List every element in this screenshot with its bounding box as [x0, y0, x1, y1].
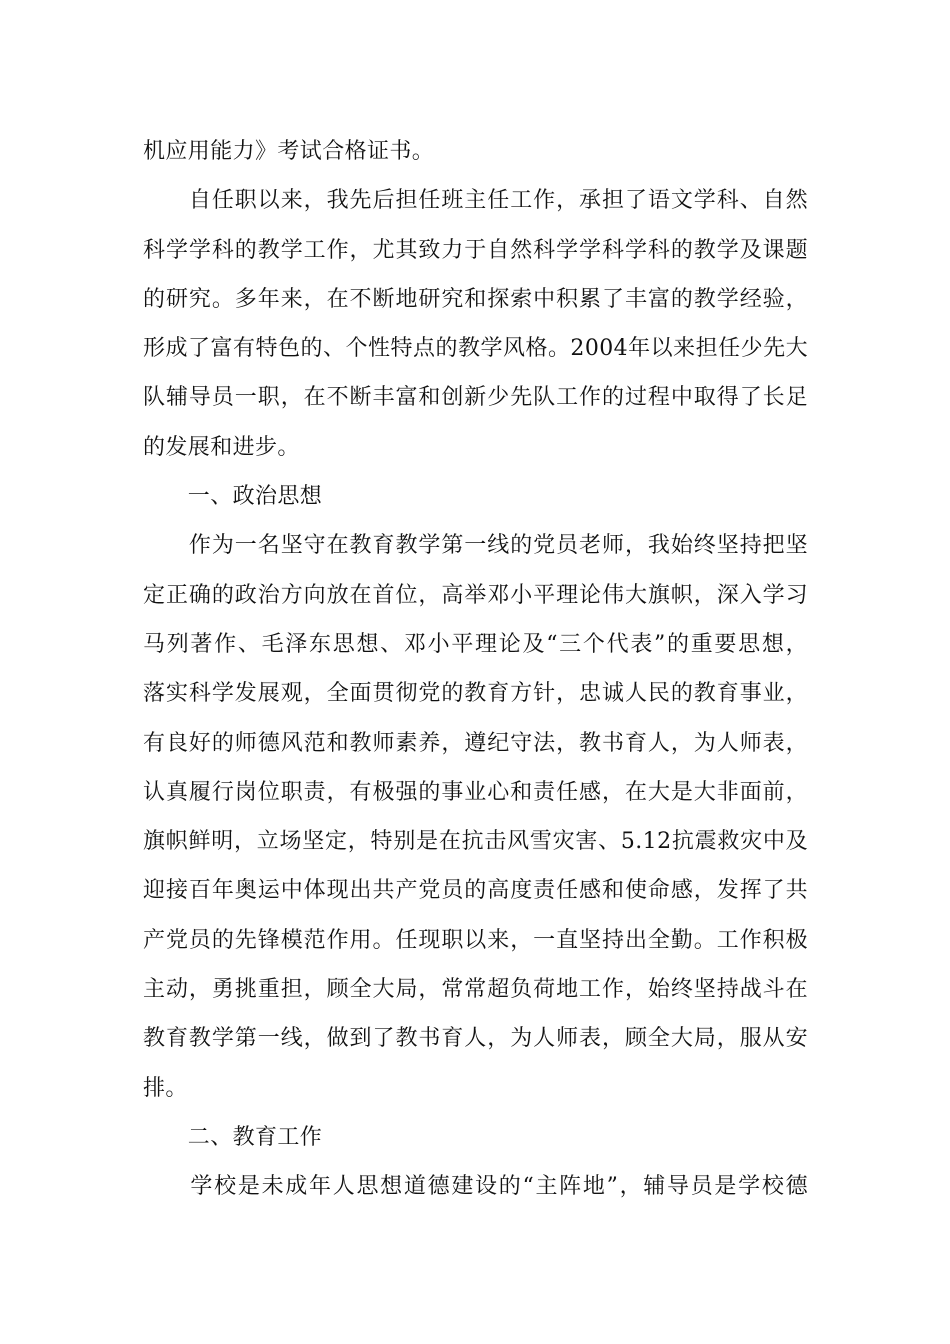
text-line: 旗帜鲜明，立场坚定，特别是在抗击风雪灾害、5.12抗震救灾中及 [143, 829, 808, 855]
text-line: 形成了富有特色的、个性特点的教学风格。2004年以来担任少先大 [143, 336, 808, 362]
text-line: 马列著作、毛泽东思想、邓小平理论及“三个代表”的重要思想， [143, 631, 808, 657]
paragraph-first-line: 学校是未成年人思想道德建设的“主阵地”，辅导员是学校德 [143, 1174, 808, 1200]
text-line: 的发展和进步。 [143, 434, 300, 460]
text-line: 定正确的政治方向放在首位，高举邓小平理论伟大旗帜，深入学习 [143, 582, 808, 608]
text-line: 科学学科的教学工作，尤其致力于自然科学学科学科的教学及课题 [143, 237, 808, 263]
paragraph-first-line: 自任职以来，我先后担任班主任工作，承担了语文学科、自然 [143, 188, 808, 214]
text-line: 主动，勇挑重担，顾全大局，常常超负荷地工作，始终坚持战斗在 [143, 977, 808, 1003]
paragraph-first-line: 作为一名坚守在教育教学第一线的党员老师，我始终坚持把坚 [143, 533, 808, 559]
text-line: 教育教学第一线，做到了教书育人，为人师表，顾全大局，服从安 [143, 1026, 808, 1052]
text-line: 有良好的师德风范和教师素养，遵纪守法，教书育人，为人师表， [143, 730, 808, 756]
text-line: 排。 [143, 1075, 188, 1101]
document-body [143, 127, 808, 1212]
section-heading: 一、政治思想 [143, 484, 323, 510]
text-line: 队辅导员一职，在不断丰富和创新少先队工作的过程中取得了长足 [143, 385, 808, 411]
text-line: 落实科学发展观，全面贯彻党的教育方针，忠诚人民的教育事业， [143, 681, 808, 707]
text-line: 迎接百年奥运中体现出共产党员的高度责任感和使命感，发挥了共 [143, 878, 808, 904]
text-line: 产党员的先锋模范作用。任现职以来，一直坚持出全勤。工作积极 [143, 927, 808, 953]
section-heading: 二、教育工作 [143, 1124, 323, 1150]
text-line: 认真履行岗位职责，有极强的事业心和责任感，在大是大非面前， [143, 779, 808, 805]
text-line: 的研究。多年来，在不断地研究和探索中积累了丰富的教学经验， [143, 286, 808, 312]
text-line: 机应用能力》考试合格证书。 [143, 139, 435, 164]
